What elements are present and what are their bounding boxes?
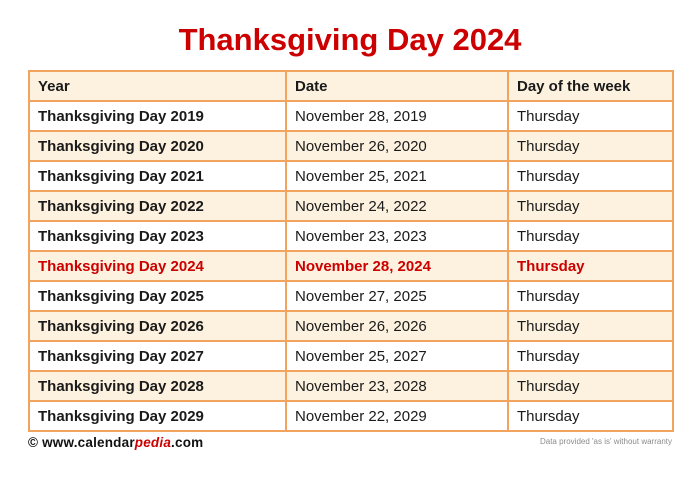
day-cell: Thursday <box>508 161 673 191</box>
year-cell: Thanksgiving Day 2021 <box>29 161 286 191</box>
year-cell: Thanksgiving Day 2022 <box>29 191 286 221</box>
column-header-date: Date <box>286 71 508 101</box>
day-cell: Thursday <box>508 251 673 281</box>
disclaimer-text: Data provided 'as is' without warranty <box>539 437 672 446</box>
table-row <box>29 401 673 431</box>
date-cell: November 27, 2025 <box>286 281 508 311</box>
table-row <box>29 311 673 341</box>
date-cell: November 25, 2027 <box>286 341 508 371</box>
year-cell: Thanksgiving Day 2026 <box>29 311 286 341</box>
year-cell: Thanksgiving Day 2028 <box>29 371 286 401</box>
year-cell: Thanksgiving Day 2024 <box>29 251 286 281</box>
table-row <box>29 161 673 191</box>
year-cell: Thanksgiving Day 2025 <box>29 281 286 311</box>
day-cell: Thursday <box>508 131 673 161</box>
year-cell: Thanksgiving Day 2027 <box>29 341 286 371</box>
table-row <box>29 371 673 401</box>
date-cell: November 25, 2021 <box>286 161 508 191</box>
day-cell: Thursday <box>508 221 673 251</box>
day-cell: Thursday <box>508 191 673 221</box>
copyright-prefix: © www.calendar <box>28 435 135 450</box>
day-cell: Thursday <box>508 281 673 311</box>
year-cell: Thanksgiving Day 2029 <box>29 401 286 431</box>
date-cell: November 22, 2029 <box>286 401 508 431</box>
date-cell: November 28, 2019 <box>286 101 508 131</box>
date-cell: November 26, 2020 <box>286 131 508 161</box>
day-cell: Thursday <box>508 371 673 401</box>
footer <box>28 435 672 450</box>
copyright-brand: pedia <box>134 435 172 450</box>
thanksgiving-dates-table <box>28 70 674 432</box>
column-header-day-of-week: Day of the week <box>508 71 673 101</box>
date-cell: November 26, 2026 <box>286 311 508 341</box>
table-row <box>29 101 673 131</box>
day-cell: Thursday <box>508 101 673 131</box>
copyright-link[interactable] <box>28 435 203 450</box>
table-row <box>29 341 673 371</box>
copyright-suffix: .com <box>171 435 204 450</box>
date-cell: November 23, 2023 <box>286 221 508 251</box>
table-header-row <box>29 71 673 101</box>
table-row <box>29 131 673 161</box>
column-header-year: Year <box>29 71 286 101</box>
table-row <box>29 221 673 251</box>
year-cell: Thanksgiving Day 2023 <box>29 221 286 251</box>
table-row <box>29 251 673 281</box>
date-cell: November 23, 2028 <box>286 371 508 401</box>
day-cell: Thursday <box>508 401 673 431</box>
year-cell: Thanksgiving Day 2020 <box>29 131 286 161</box>
date-cell: November 24, 2022 <box>286 191 508 221</box>
date-cell: November 28, 2024 <box>286 251 508 281</box>
year-cell: Thanksgiving Day 2019 <box>29 101 286 131</box>
table-row <box>29 281 673 311</box>
day-cell: Thursday <box>508 311 673 341</box>
table-row <box>29 191 673 221</box>
page-title: Thanksgiving Day 2024 <box>178 22 522 57</box>
day-cell: Thursday <box>508 341 673 371</box>
